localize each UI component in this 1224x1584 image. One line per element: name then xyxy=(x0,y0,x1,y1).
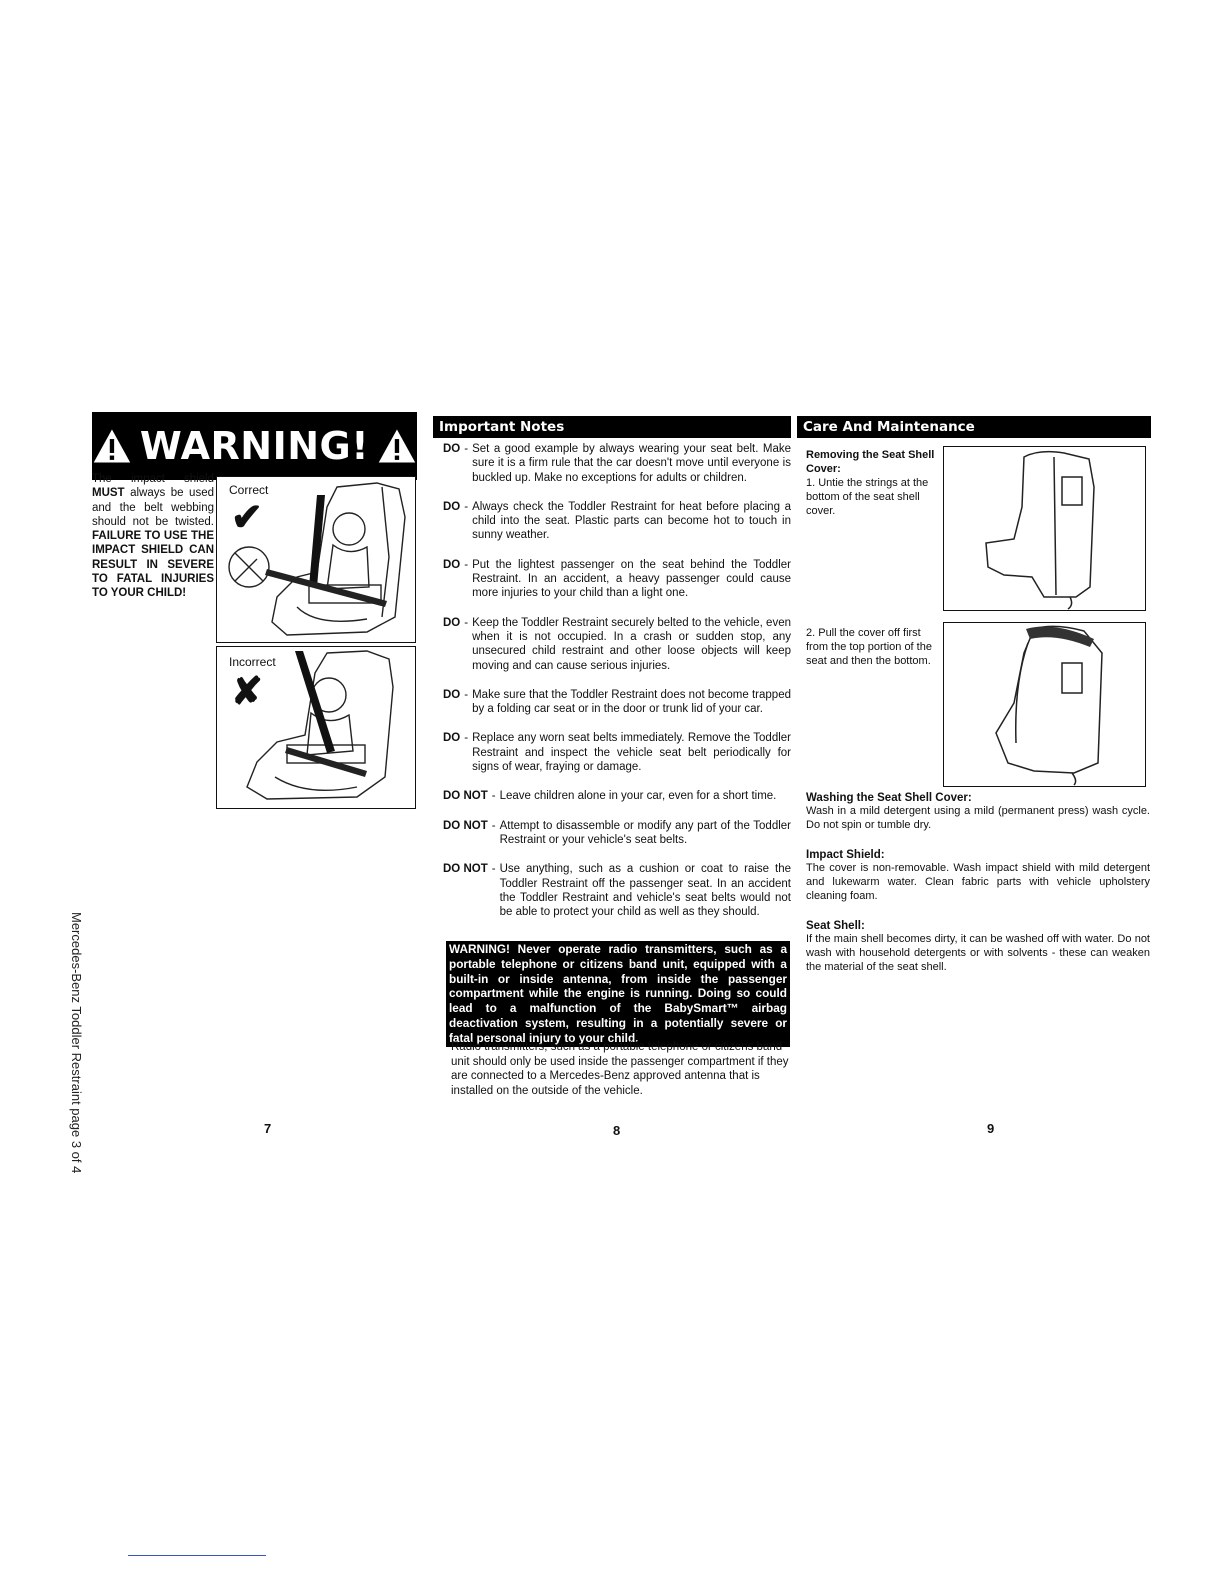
note-item: DO - Always check the Toddler Restraint for heat before placing a child into the seat. Plastic parts can become hot to touch in sunny weather. xyxy=(443,500,791,542)
check-mark-icon: ✔ xyxy=(231,497,263,539)
seat-shell-section xyxy=(806,920,1150,975)
important-notes-list xyxy=(443,442,791,934)
impact-shield-text: The cover is non-removable. Wash impact shield with mild detergent and lukewarm water. Clean fabric parts with vehicle upholstery cleaning foam. xyxy=(806,862,1150,903)
washing-title: Washing the Seat Shell Cover: xyxy=(806,792,972,804)
warning-banner xyxy=(92,412,417,480)
pulling-cover-figure xyxy=(943,622,1146,787)
note-item: DO NOT - Leave children alone in your car, even for a short time. xyxy=(443,790,777,803)
page-number: 9 xyxy=(987,1121,995,1136)
cross-mark-icon: ✘ xyxy=(231,671,263,713)
seat-shell-title: Seat Shell: xyxy=(806,920,865,932)
washing-text: Wash in a mild detergent using a mild (permanent press) wash cycle. Do not spin or tumble dry. xyxy=(806,805,1150,832)
child-seat-illustration xyxy=(217,647,415,808)
seat-shell-illustration xyxy=(944,623,1145,786)
radio-transmitter-warning: WARNING! Never operate radio transmitters, such as a portable telephone or citizens band unit, equipped with a built-in or inside antenna, from inside the passenger compartment while the engine is running. Doing so could lead to a malfunction of the BabySmart™ airbag deactivation system, resulting in a potentially severe or fatal personal injury to your child. xyxy=(446,941,790,1047)
note-item: DO - Replace any worn seat belts immediately. Remove the Toddler Restraint and inspect the vehicle seat belt periodically for signs of wear, fraying or damage. xyxy=(443,732,791,774)
document-sidebar-label: Mercedes-Benz Toddler Restraint page 3 of 4 xyxy=(69,912,84,1174)
note-item: DO - Set a good example by always wearing your seat belt. Make sure it is a firm rule that the car doesn't move until everyone is buckled up. Make no exceptions for adults or children. xyxy=(443,443,791,484)
child-seat-illustration xyxy=(217,477,415,642)
removing-cover-step-2: 2. Pull the cover off first from the top portion of the seat and then the bottom. xyxy=(806,627,932,667)
important-notes-header: Important Notes xyxy=(433,416,791,438)
impact-shield-title: Impact Shield: xyxy=(806,849,885,861)
note-item: DO - Keep the Toddler Restraint securely belted to the vehicle, even when it is not occupied. In a crash or sudden stop, any unsecured child restraint and other loose objects will keep moving and can cause serious injuries. xyxy=(443,616,791,672)
care-maintenance-header: Care And Maintenance xyxy=(797,416,1151,438)
page-number: 8 xyxy=(613,1123,621,1138)
incorrect-label: Incorrect xyxy=(229,655,276,669)
footer-rule xyxy=(128,1555,266,1556)
impact-shield-section xyxy=(806,849,1150,904)
warning-triangle-icon xyxy=(377,425,417,467)
removing-cover-step-1: Removing the Seat Shell Cover: 1. Untie the strings at the bottom of the seat shell cover. xyxy=(806,449,935,517)
washing-section xyxy=(806,792,1150,832)
removing-cover-title: Removing the Seat Shell Cover: xyxy=(806,449,935,475)
note-item: DO - Make sure that the Toddler Restraint does not become trapped by a folding car seat or in the door or trunk lid of your car. xyxy=(443,688,791,716)
note-item: DO NOT - Attempt to disassemble or modify any part of the Toddler Restraint or your vehicle's seat belts. xyxy=(443,819,791,846)
warning-triangle-icon xyxy=(92,425,132,467)
warning-text: The impact shield MUST always be used and the belt webbing should not be twisted. FAILURE TO USE THE IMPACT SHIELD CAN RESULT IN SEVERE TO FATAL INJURIES TO YOUR CHILD! xyxy=(92,473,214,600)
seat-shell-cover-figure xyxy=(943,446,1146,611)
correct-usage-figure xyxy=(216,476,416,643)
note-item: DO NOT - Use anything, such as a cushion or coat to raise the Toddler Restraint off the passenger seat. In an accident the Toddler Restraint and vehicle's seat belts would not be able to protect your child as well as they should. xyxy=(443,863,791,919)
page-number: 7 xyxy=(264,1121,272,1136)
incorrect-usage-figure xyxy=(216,646,416,809)
warning-banner-text: WARNING! xyxy=(139,424,370,468)
correct-label: Correct xyxy=(229,483,269,497)
note-item: DO - Put the lightest passenger on the seat behind the Toddler Restraint. In an accident, a heavy passenger could cause more injuries to your child than a light one. xyxy=(443,558,791,600)
radio-transmitter-note: Radio transmitters, such as a portable telephone or citizens band unit should only be used inside the passenger compartment if they are connected to a Mercedes-Benz approved antenna that is installed on the outside of the vehicle. xyxy=(451,1041,789,1097)
seat-shell-illustration xyxy=(944,447,1145,610)
seat-shell-text: If the main shell becomes dirty, it can be washed off with water. Do not wash with household detergents or with solvents - these can weaken the material of the seat shell. xyxy=(806,933,1150,974)
